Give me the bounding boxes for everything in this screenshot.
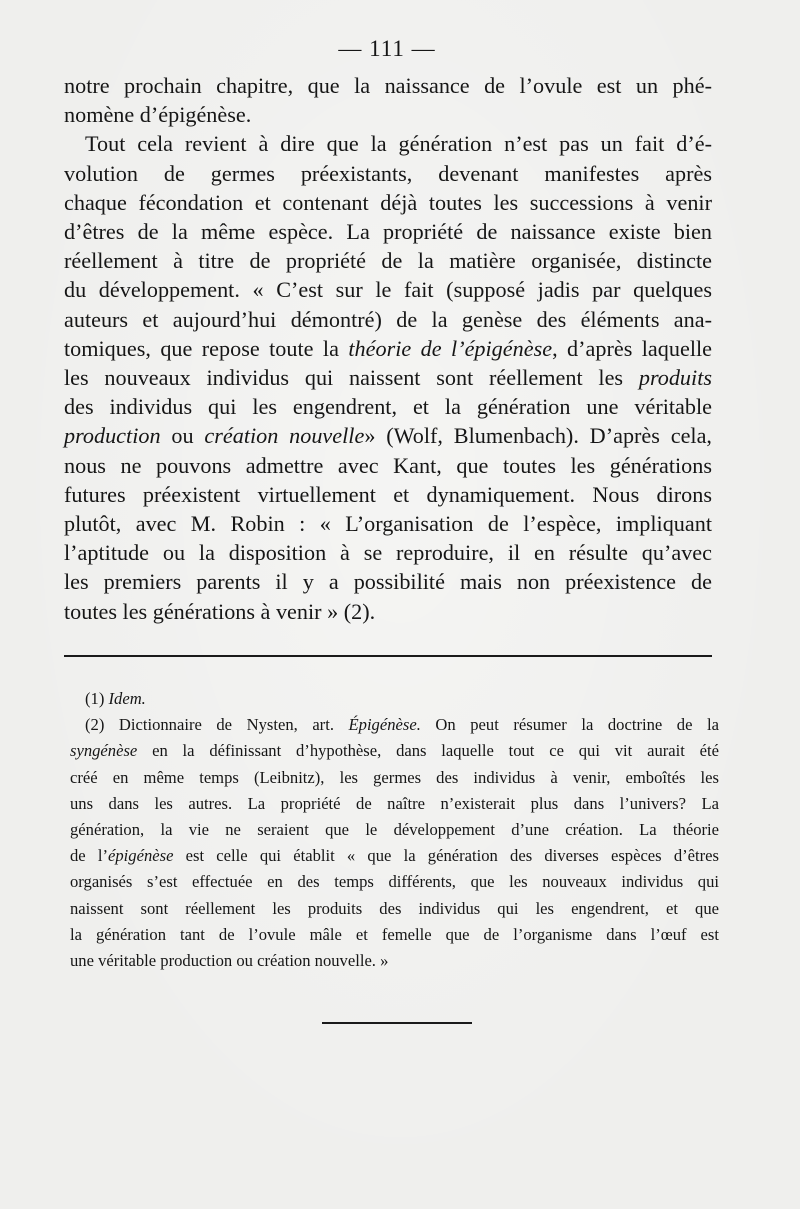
- text-segment: la génération tant de l’ovule mâle et femelle que de l’organisme dans l’œuf est: [70, 924, 719, 944]
- page-number: — 111 —: [338, 36, 436, 61]
- text-segment: les nouveaux individus qui naissent sont réellement les: [64, 365, 639, 390]
- text-segment: des individus qui les engendrent, et la génération une véritable: [64, 394, 712, 420]
- text-segment: On peut résumer la doctrine de la: [420, 715, 719, 735]
- body-line: [64, 363, 712, 393]
- italic-text: produits: [638, 365, 712, 390]
- body-line: [64, 275, 712, 305]
- text-segment: (2) Dictionnaire de Nysten, art.: [85, 715, 349, 735]
- italic-text: Épigénèse.: [348, 715, 421, 735]
- body-line: [85, 129, 712, 159]
- text-segment: du développement. « C’est sur le fait (supposé jadis par quelques: [64, 277, 712, 303]
- italic-text: Idem.: [108, 689, 146, 708]
- italic-text: épigénèse: [108, 846, 174, 866]
- text-segment: est celle qui établit « que la génération des diverses espèces d’êtres: [173, 846, 719, 866]
- body-line: [64, 71, 712, 101]
- text-segment: ou: [160, 423, 205, 449]
- body-line: [64, 217, 712, 247]
- body-line: [64, 480, 712, 510]
- text-segment: Tout cela revient à dire que la génération n’est pas un fait d’é-: [85, 131, 712, 157]
- text-segment: nomène d’épigénèse.: [64, 102, 252, 128]
- text-segment: les premiers parents il y a possibilité mais non préexistence de: [64, 569, 712, 595]
- body-line: [64, 392, 712, 422]
- text-segment: nous ne pouvons admettre avec Kant, que toutes les générations: [64, 452, 712, 478]
- body-line: [64, 451, 712, 481]
- footnote-separator: [64, 655, 712, 657]
- text-segment: génération, la vie ne seraient que le développement d’une création. La théorie: [70, 820, 719, 839]
- text-segment: une véritable production ou création nouvelle. »: [70, 951, 389, 970]
- body-line: [64, 597, 712, 627]
- body-line: [64, 334, 712, 364]
- body-line: [64, 421, 712, 451]
- text-segment: plutôt, avec M. Robin : « L’organisation de l’espèce, impliquant: [64, 511, 712, 536]
- footnote-line: [70, 922, 719, 948]
- footnote-line: [70, 817, 719, 843]
- text-segment: réellement à titre de propriété de la matière organisée, distincte: [64, 248, 712, 274]
- footnote-line: [70, 738, 719, 764]
- footnote-line: [70, 948, 719, 974]
- footnote-line: [70, 843, 719, 869]
- body-line: [64, 100, 712, 130]
- text-segment: de l’: [70, 846, 109, 866]
- text-segment: naissent sont réellement les produits des individus qui les engendrent, et que: [70, 898, 719, 918]
- text-segment: notre prochain chapitre, que la naissance de l’ovule est un phé-: [64, 73, 712, 98]
- text-segment: auteurs et aujourd’hui démontré) de la genèse des éléments ana-: [64, 306, 712, 332]
- text-segment: créé en même temps (Leibnitz), les germes des individus à venir, emboîtés les: [70, 767, 719, 787]
- footnote-line: [70, 896, 719, 922]
- footnote-line: [85, 686, 719, 712]
- body-line: [64, 509, 712, 539]
- body-line: [64, 246, 712, 276]
- body-line: [64, 305, 712, 335]
- text-segment: d’êtres de la même espèce. La propriété de naissance existe bien: [64, 219, 712, 244]
- body-line: [64, 538, 712, 568]
- text-segment: volution de germes préexistants, devenant manifestes après: [64, 160, 712, 186]
- text-segment: chaque fécondation et contenant déjà toutes les successions à venir: [64, 189, 712, 215]
- text-segment: futures préexistent virtuellement et dynamiquement. Nous dirons: [64, 481, 712, 507]
- text-segment: organisés s’est effectuée en des temps différents, que les nouveaux individus qui: [70, 872, 719, 892]
- body-line: [64, 567, 712, 597]
- text-segment: en la définissant d’hypothèse, dans laquelle tout ce qui vit aurait été: [137, 741, 719, 761]
- text-segment: » (Wolf, Blumenbach). D’après cela,: [364, 423, 712, 449]
- footnote-line: [70, 869, 719, 895]
- text-segment: uns dans les autres. La propriété de naître n’existerait plus dans l’univers? La: [70, 793, 719, 813]
- footnote-line: [85, 712, 719, 738]
- text-segment: toutes les générations à venir » (2).: [64, 598, 376, 624]
- italic-text: production: [64, 423, 161, 449]
- italic-text: création nouvelle: [204, 423, 365, 449]
- footnote-line: [70, 791, 719, 817]
- body-line: [64, 159, 712, 189]
- text-segment: (1): [85, 689, 109, 708]
- body-line: [64, 188, 712, 218]
- italic-text: théorie de l’épigénèse: [348, 335, 553, 361]
- footnote-line: [70, 765, 719, 791]
- italic-text: syngénèse: [70, 741, 138, 761]
- end-rule: [322, 1022, 472, 1024]
- text-segment: tomiques, que repose toute la: [64, 335, 349, 361]
- text-segment: , d’après laquelle: [552, 335, 712, 361]
- text-segment: l’aptitude ou la disposition à se reproduire, il en résulte qu’avec: [64, 540, 712, 566]
